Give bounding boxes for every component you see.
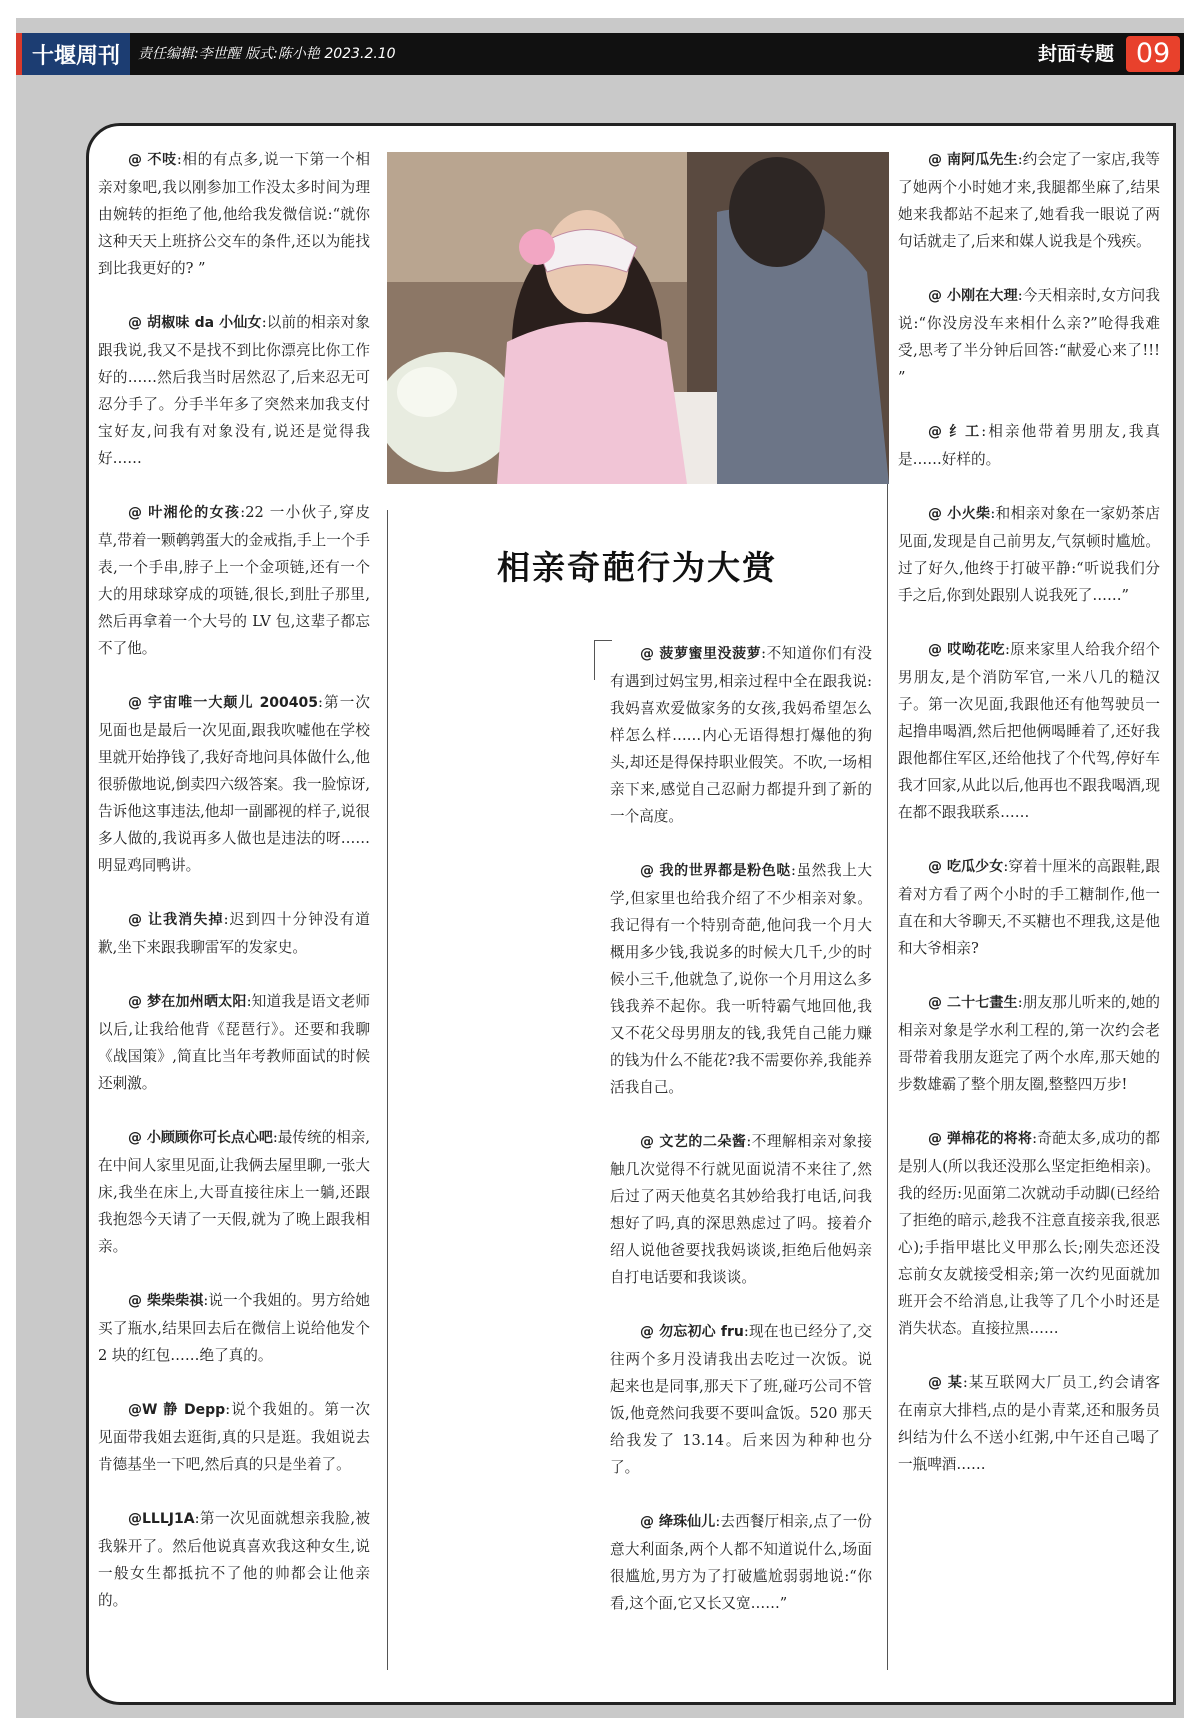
- post-author: @ 梦在加州晒太阳: [128, 994, 247, 1010]
- post-author: @ 小刚在大理: [928, 288, 1018, 304]
- post-item: [98, 906, 370, 961]
- editor-credit-line: 责任编辑:李世醒 版式:陈小艳 2023.2.10: [138, 46, 396, 62]
- post-text: :说一个我姐的。男方给她买了瓶水,结果回去后在微信上说给他发个 2 块的红包……绝了真的。: [98, 1292, 371, 1364]
- post-text: :以前的相亲对象跟我说,我又不是找不到比你漂亮比你工作好的……然后我当时居然忍了,后来忍无可忍分手了。分手半年多了突然来加我支付宝好友,问我有对象没有,说还是觉得我好……: [98, 314, 370, 467]
- post-author: @ 勿忘初心 fru: [640, 1324, 744, 1340]
- post-author: @ 哎呦花吃: [928, 642, 1005, 658]
- post-item: [98, 689, 370, 879]
- post-text: :某互联网大厂员工,约会请客在南京大排档,点的是小青菜,还和服务员纠结为什么不送小红粥,中午还自己喝了一瓶啤酒……: [898, 1374, 1161, 1473]
- post-author: @ 宇宙唯一大颠儿 200405: [128, 695, 319, 711]
- post-text: :不理解相亲对象接触几次觉得不行就见面说清不来往了,然后过了两天他莫名其妙给我打电话,问我想好了吗,真的深思熟虑过了吗。接着介绍人说他爸要找我妈谈谈,拒绝后他妈亲自打电话要和我谈谈。: [610, 1133, 873, 1286]
- post-item: [898, 1369, 1160, 1478]
- post-author: @ 二十七畫生: [928, 995, 1018, 1011]
- middle-column-bracket: [594, 640, 595, 680]
- post-item: [98, 1505, 370, 1614]
- post-text: :不知道你们有没有遇到过妈宝男,相亲过程中全在跟我说:我妈喜欢爱做家务的女孩,我妈希望怎么样怎么样……内心无语得想打爆他的狗头,却还是得保持职业假笑。不吹,一场相亲下来,感觉自己忍耐力都提升到了新的一个高度。: [610, 645, 873, 825]
- post-item: [98, 309, 370, 472]
- post-item: [898, 146, 1160, 255]
- post-text: :和相亲对象在一家奶茶店见面,发现是自己前男友,气氛顿时尴尬。过了好久,他终于打破平静:“听说我们分手之后,你到处跟别人说我死了……”: [898, 505, 1160, 604]
- post-item: [898, 989, 1160, 1098]
- post-text: :现在也已经分了,交往两个多月没请我出去吃过一次饭。说起来也是同事,那天下了班,碰巧公司不管饭,他竟然问我要不要叫盒饭。520 那天给我发了 13.14。后来因为种种也分了。: [610, 1323, 872, 1476]
- post-author: @ 弹棉花的将将: [928, 1131, 1033, 1147]
- post-item: [898, 1125, 1160, 1342]
- section-title: 封面专题: [1037, 43, 1114, 65]
- post-item: [610, 640, 872, 830]
- post-author: @ 柴柴柴祺: [128, 1293, 204, 1309]
- post-text: :奇葩太多,成功的都是别人(所以我还没那么坚定拒绝相亲)。我的经历:见面第二次就动手动脚(已经给了拒绝的暗示,趁我不注意直接亲我,很恶心);手指甲堪比义甲那么长;刚失恋还没忘前女友就接受相亲;第一次约见面就加班开会不给消息,让我等了几个小时还是消失状态。直接拉黑……: [898, 1130, 1160, 1337]
- post-text: :去西餐厅相亲,点了一份意大利面条,两个人都不知道说什么,场面很尴尬,男方为了打破尴尬弱弱地说:“你看,这个面,它又长又宽……”: [610, 1513, 873, 1612]
- left-column: [98, 146, 370, 1641]
- post-text: :今天相亲时,女方问我说:“你没房没车来相什么亲?”呛得我难受,思考了半分钟后回答:“献爱心来了!!! ”: [898, 287, 1161, 386]
- page-header: [16, 33, 1184, 75]
- post-item: [898, 636, 1160, 826]
- post-item: [898, 853, 1160, 962]
- post-text: :朋友那儿听来的,她的相亲对象是学水利工程的,第一次约会老哥带着我朋友逛完了两个水库,那天她的步数雄霸了整个朋友圈,整整四万步!: [898, 994, 1161, 1093]
- post-item: [898, 418, 1160, 473]
- post-text: :约会定了一家店,我等了她两个小时她才来,我腿都坐麻了,结果她来我都站不起来了,她看我一眼说了两句话就走了,后来和媒人说我是个残疾。: [898, 151, 1161, 250]
- post-text: :说个我姐的。第一次见面带我姐去逛街,真的只是逛。我姐说去肯德基坐一下吧,然后真的只是坐着了。: [98, 1401, 370, 1473]
- post-author: @LLLJ1A: [128, 1511, 195, 1527]
- middle-column: [610, 640, 872, 1644]
- post-author: @ 小火柴: [928, 506, 991, 522]
- post-item: [98, 1287, 370, 1369]
- post-author: @ 菠萝蜜里没菠萝: [640, 646, 762, 662]
- post-item: [98, 499, 370, 662]
- column-divider-left: [387, 510, 388, 1670]
- post-author: @ 某: [928, 1375, 963, 1391]
- post-item: [98, 988, 370, 1097]
- post-text: :22 一小伙子,穿皮草,带着一颗鹌鹑蛋大的金戒指,手上一个手表,一个手串,脖子上一个金项链,还有一个大的用球球穿成的项链,很长,到肚子那里,然后再拿着一个大号的 LV 包,这辈子都忘不了他。: [98, 504, 371, 657]
- post-author: @ 文艺的二朵酱: [640, 1134, 747, 1150]
- post-item: [610, 1508, 872, 1617]
- post-item: [98, 146, 370, 282]
- post-author: @W 静 Depp: [128, 1402, 226, 1418]
- post-author: @ 让我消失掉: [128, 912, 224, 928]
- post-author: @ 叶湘伦的女孩: [128, 505, 241, 521]
- post-text: :知道我是语文老师以后,让我给他背《琵琶行》。还要和我聊《战国策》,简直比当年考教师面试的时候还刺激。: [98, 993, 371, 1092]
- photo-image: [387, 152, 889, 484]
- post-text: :虽然我上大学,但家里也给我介绍了不少相亲对象。我记得有一个特别奇葩,他问我一个月大概用多少钱,我说多的时候大几千,少的时候小三千,他就急了,说你一个月用这么多钱我养不起你。我一听特霸气地回他,我又不花父母男朋友的钱,我凭自己能力赚的钱为什么不能花?我不需要你养,我能养活我自己。: [610, 862, 872, 1096]
- post-item: [898, 282, 1160, 391]
- post-author: @ 吃瓜少女: [928, 859, 1004, 875]
- post-author: @ 胡椒味 da 小仙女: [128, 315, 262, 331]
- post-text: :第一次见面也是最后一次见面,跟我吹嘘他在学校里就开始挣钱了,我好奇地问具体做什么,他很骄傲地说,倒卖四六级答案。我一脸惊讶,告诉他这事违法,他却一副鄙视的样子,说很多人做的,我说再多人做也是违法的呀……明显鸡同鸭讲。: [98, 694, 370, 874]
- post-text: :原来家里人给我介绍个男朋友,是个消防军官,一米八几的糙汉子。第一次见面,我跟他还有他驾驶员一起撸串喝酒,然后把他俩喝睡着了,还好我跟他都住军区,还给他找了个代驾,停好车我才回家,从此以后,他再也不跟我喝酒,现在都不跟我联系……: [898, 641, 1161, 821]
- post-text: :穿着十厘米的高跟鞋,跟着对方看了两个小时的手工糖制作,他一直在和大爷聊天,不买糖也不理我,这是他和大爷相亲?: [898, 858, 1161, 957]
- post-item: [98, 1124, 370, 1260]
- post-item: [610, 1128, 872, 1291]
- masthead-logo: 十堰周刊: [16, 33, 130, 75]
- post-item: [610, 1318, 872, 1481]
- post-author: @ 不吱: [128, 152, 177, 168]
- post-author: @ 南阿瓜先生: [928, 152, 1018, 168]
- post-item: [610, 857, 872, 1101]
- post-author: @ 我的世界都是粉色哒: [640, 863, 792, 879]
- post-item: [98, 1396, 370, 1478]
- post-text: :相的有点多,说一下第一个相亲对象吧,我以刚参加工作没太多时间为理由婉转的拒绝了他,他给我发微信说:“就你这种天天上班挤公交车的条件,还以为能找到比我更好的? ”: [98, 151, 371, 277]
- post-author: @ 绛珠仙儿: [640, 1514, 716, 1530]
- post-text: :相亲他带着男朋友,我真是……好样的。: [898, 423, 1161, 468]
- right-column: [898, 146, 1160, 1505]
- post-text: :最传统的相亲,在中间人家里见面,让我俩去屋里聊,一张大床,我坐在床上,大哥直接往床上一躺,还跟我抱怨今天请了一天假,就为了晚上跟我相亲。: [98, 1129, 370, 1255]
- page-number: 09: [1126, 36, 1180, 72]
- post-author: @ 小顾顾你可长点心吧: [128, 1130, 273, 1146]
- post-text: :迟到四十分钟没有道歉,坐下来跟我聊雷军的发家史。: [98, 911, 371, 956]
- article-photo: [387, 152, 889, 484]
- post-item: [898, 500, 1160, 609]
- article-headline: 相亲奇葩行为大赏: [497, 548, 777, 587]
- post-text: :第一次见面就想亲我脸,被我躲开了。然后他说真喜欢我这种女生,说一般女生都抵抗不了他的帅都会让他亲的。: [98, 1510, 370, 1609]
- post-author: @ 纟工: [928, 424, 982, 440]
